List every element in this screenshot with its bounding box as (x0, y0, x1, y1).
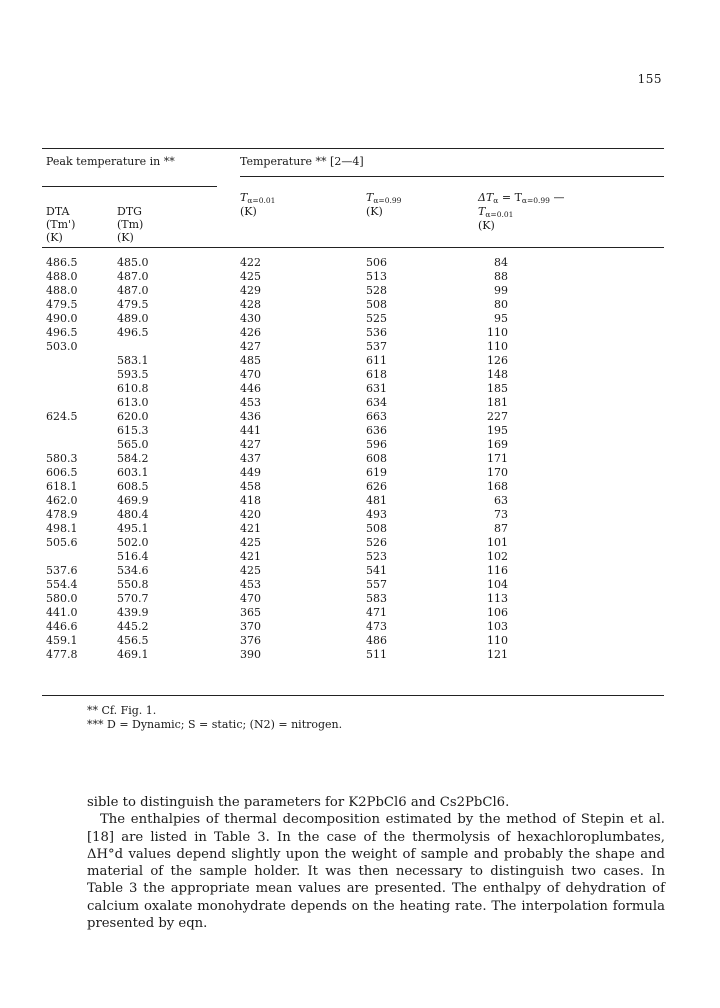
table-cell-dt: 84 (494, 256, 508, 269)
table-cell-dtg: 615.3 (117, 424, 149, 437)
table-cell-dtg: 487.0 (117, 284, 149, 297)
t001-unit: (K) (240, 205, 257, 218)
table-cell-t001: 449 (240, 466, 261, 479)
table-cell-dtg: 550.8 (117, 578, 149, 591)
table-cell-t099: 513 (366, 270, 387, 283)
table-cell-dta: 462.0 (46, 494, 78, 507)
dt-sub3: α=0.01 (485, 210, 514, 219)
dt-sub2: α=0.99 (521, 196, 550, 205)
table-cell-dt: 103 (487, 620, 508, 633)
t001-sub: α=0.01 (247, 196, 276, 205)
t001-main: T (240, 191, 248, 204)
table-cell-t001: 425 (240, 536, 261, 549)
table-cell-t001: 376 (240, 634, 261, 647)
table-cell-dta (46, 368, 78, 382)
table-footnotes (87, 704, 342, 732)
table-cell-t001: 485 (240, 354, 261, 367)
table-cell-dtg: 583.1 (117, 354, 149, 367)
table-cell-t099: 511 (366, 648, 387, 661)
dt-main: ΔT (478, 191, 494, 204)
table-bottom-rule (42, 695, 664, 696)
table-cell-t099: 583 (366, 592, 387, 605)
table-cell-dt: 168 (487, 480, 508, 493)
table-cell-dta: 624.5 (46, 410, 78, 423)
table-cell-t001: 453 (240, 578, 261, 591)
table-cell-dt: 170 (487, 466, 508, 479)
table-cell-dt: 169 (487, 438, 508, 451)
table-cell-dtg: 456.5 (117, 634, 149, 647)
table-cell-dtg: 469.9 (117, 494, 149, 507)
table-top-rule (42, 148, 664, 149)
table-cell-t001: 425 (240, 564, 261, 577)
table-cell-t099: 608 (366, 452, 387, 465)
table-cell-t001: 421 (240, 550, 261, 563)
table-cell-t099: 541 (366, 564, 387, 577)
table-cell-dt: 110 (487, 634, 508, 647)
table-cell-dt: 121 (487, 648, 508, 661)
table-cell-dta: 488.0 (46, 284, 78, 297)
table-cell-dta: 486.5 (46, 256, 78, 269)
table-cell-t099: 486 (366, 634, 387, 647)
table-cell-dt: 113 (487, 592, 508, 605)
table-cell-t001: 365 (240, 606, 261, 619)
col-header-dta (46, 205, 75, 244)
table-cell-t001: 470 (240, 368, 261, 381)
table-cell-dtg: 489.0 (117, 312, 149, 325)
table-cell-t001: 430 (240, 312, 261, 325)
table-cell-dta: 503.0 (46, 340, 78, 353)
dta-label: DTA (46, 205, 70, 218)
table-cell-dtg: 502.0 (117, 536, 149, 549)
table-cell-dtg: 495.1 (117, 522, 149, 535)
table-cell-dtg: 584.2 (117, 452, 149, 465)
table-cell-dta: 618.1 (46, 480, 78, 493)
table-cell-dta: 580.3 (46, 452, 78, 465)
dt-sub1: α (493, 196, 499, 205)
table-cell-dt: 87 (494, 522, 508, 535)
group-rule-peak (42, 186, 217, 187)
table-cell-t099: 634 (366, 396, 387, 409)
table-cell-dta: 537.6 (46, 564, 78, 577)
table-cell-dtg: 534.6 (117, 564, 149, 577)
table-cell-dta (46, 438, 78, 452)
group-rule-temperature (240, 176, 664, 177)
table-cell-dt: 88 (494, 270, 508, 283)
column-dtg (117, 256, 149, 662)
t099-unit: (K) (366, 205, 383, 218)
table-cell-t099: 508 (366, 522, 387, 535)
table-cell-t099: 596 (366, 438, 387, 451)
table-cell-dta: 496.5 (46, 326, 78, 339)
table-cell-t099: 473 (366, 620, 387, 633)
table-cell-dtg: 516.4 (117, 550, 149, 563)
table-cell-dt: 227 (487, 410, 508, 423)
paragraph-continuation: sible to distinguish the parameters for K2PbCl6 and Cs2PbCl6. (87, 795, 510, 810)
table-cell-dtg: 620.0 (117, 410, 149, 423)
table-cell-dt: 148 (487, 368, 508, 381)
table-cell-dta: 580.0 (46, 592, 78, 605)
table-cell-dta: 459.1 (46, 634, 78, 647)
table-cell-dt: 116 (487, 564, 508, 577)
table-cell-t099: 536 (366, 326, 387, 339)
table-cell-dt: 99 (494, 284, 508, 297)
table-cell-dt: 195 (487, 424, 508, 437)
table-cell-dtg: 485.0 (117, 256, 149, 269)
group-header-peak: Peak temperature in ** (46, 155, 175, 168)
table-cell-dta: 606.5 (46, 466, 78, 479)
dt-unit: (K) (478, 219, 495, 232)
table-cell-t001: 429 (240, 284, 261, 297)
table-cell-dtg: 565.0 (117, 438, 149, 451)
dtg-symbol: (Tm) (117, 218, 144, 231)
table-cell-dtg: 613.0 (117, 396, 149, 409)
table-cell-t001: 420 (240, 508, 261, 521)
table-cell-dt: 63 (494, 494, 508, 507)
table-cell-dta: 554.4 (46, 578, 78, 591)
page-number: 155 (637, 72, 662, 86)
dt-eq: = T (498, 191, 522, 204)
table-cell-dtg: 445.2 (117, 620, 149, 633)
table-cell-dtg: 610.8 (117, 382, 149, 395)
table-cell-t099: 611 (366, 354, 387, 367)
table-cell-dta (46, 550, 78, 564)
table-cell-dtg: 469.1 (117, 648, 149, 661)
dta-symbol: (Tm') (46, 218, 76, 231)
table-cell-dt: 80 (494, 298, 508, 311)
column-delta-t (484, 256, 508, 662)
table-cell-dta (46, 382, 78, 396)
table-cell-t099: 626 (366, 480, 387, 493)
t099-main: T (366, 191, 374, 204)
table-cell-dt: 110 (487, 340, 508, 353)
table-cell-t001: 441 (240, 424, 261, 437)
table-cell-dta: 488.0 (46, 270, 78, 283)
body-text (87, 794, 665, 932)
table-cell-dta: 505.6 (46, 536, 78, 549)
table-cell-dtg: 439.9 (117, 606, 149, 619)
table-cell-dtg: 603.1 (117, 466, 149, 479)
table-cell-t001: 418 (240, 494, 261, 507)
table-cell-t001: 427 (240, 438, 261, 451)
table-cell-t001: 437 (240, 452, 261, 465)
table-cell-dtg: 480.4 (117, 508, 149, 521)
table-cell-t099: 663 (366, 410, 387, 423)
col-header-delta-t (478, 191, 564, 232)
table-cell-t099: 471 (366, 606, 387, 619)
dtg-unit: (K) (117, 231, 134, 244)
table-cell-t001: 458 (240, 480, 261, 493)
table-cell-dt: 106 (487, 606, 508, 619)
table-cell-dt: 73 (494, 508, 508, 521)
table-cell-t001: 453 (240, 396, 261, 409)
table-cell-dtg: 570.7 (117, 592, 149, 605)
table-cell-t099: 525 (366, 312, 387, 325)
table-cell-t099: 506 (366, 256, 387, 269)
table-cell-dta: 479.5 (46, 298, 78, 311)
table-cell-dta: 478.9 (46, 508, 78, 521)
table-cell-t001: 470 (240, 592, 261, 605)
table-cell-dt: 126 (487, 354, 508, 367)
table-cell-dt: 185 (487, 382, 508, 395)
table-cell-t099: 537 (366, 340, 387, 353)
table-cell-dta: 441.0 (46, 606, 78, 619)
table-cell-dt: 110 (487, 326, 508, 339)
table-cell-dtg: 593.5 (117, 368, 149, 381)
group-header-temperature: Temperature ** [2—4] (240, 155, 364, 168)
table-cell-dt: 102 (487, 550, 508, 563)
table-cell-dt: 181 (487, 396, 508, 409)
col-header-t001 (240, 191, 275, 218)
table-cell-t099: 619 (366, 466, 387, 479)
table-cell-dta: 490.0 (46, 312, 78, 325)
t099-sub: α=0.99 (373, 196, 402, 205)
header-bottom-rule (42, 247, 664, 248)
table-cell-t099: 523 (366, 550, 387, 563)
table-cell-t001: 426 (240, 326, 261, 339)
table-cell-t001: 390 (240, 648, 261, 661)
table-cell-dta (46, 354, 78, 368)
table-cell-t099: 508 (366, 298, 387, 311)
table-cell-dta: 498.1 (46, 522, 78, 535)
table-cell-t001: 436 (240, 410, 261, 423)
table-cell-dt: 104 (487, 578, 508, 591)
table-cell-dtg: 479.5 (117, 298, 149, 311)
table-cell-t001: 425 (240, 270, 261, 283)
table-cell-t001: 428 (240, 298, 261, 311)
table-cell-dta (46, 424, 78, 438)
table-cell-t001: 370 (240, 620, 261, 633)
dt-line2: T (478, 205, 486, 218)
table-cell-dtg: 496.5 (117, 326, 149, 339)
paragraph-enthalpies: The enthalpies of thermal decomposition estimated by the method of Stepin et al. [18] are listed in Table 3. In the case of the thermolysis of hexachloroplumbates, ΔH°d values depend slightly upon the weight of sample and probably the shape and material of the sample holder. It was then necessary to distinguish two cases. In Table 3 the appropriate mean values are presented. The enthalpy of dehydration of calcium oxalate monohydrate depends on the heating rate. The interpolation formula presented by eqn. (87, 812, 665, 932)
table-cell-t099: 631 (366, 382, 387, 395)
footnote-2: *** D = Dynamic; S = static; (N2) = nitrogen. (87, 718, 343, 731)
table-cell-t099: 526 (366, 536, 387, 549)
table-cell-t001: 427 (240, 340, 261, 353)
table-cell-dta: 477.8 (46, 648, 78, 661)
dta-unit: (K) (46, 231, 63, 244)
table-cell-t099: 557 (366, 578, 387, 591)
col-header-dtg (117, 205, 143, 244)
column-dta (46, 256, 78, 662)
table-cell-t099: 528 (366, 284, 387, 297)
table-cell-t099: 493 (366, 508, 387, 521)
table-cell-t001: 421 (240, 522, 261, 535)
table-cell-t099: 481 (366, 494, 387, 507)
col-header-t099 (366, 191, 401, 218)
table-cell-t099: 618 (366, 368, 387, 381)
column-t001 (240, 256, 261, 662)
table-cell-t099: 636 (366, 424, 387, 437)
table-cell-dta: 446.6 (46, 620, 78, 633)
footnote-1: ** Cf. Fig. 1. (87, 704, 157, 717)
table-cell-dtg (117, 340, 149, 354)
table-cell-t001: 422 (240, 256, 261, 269)
dt-tail: — (549, 191, 565, 204)
column-t099 (366, 256, 387, 662)
table-cell-dta (46, 396, 78, 410)
table-cell-dt: 171 (487, 452, 508, 465)
table-cell-dt: 95 (494, 312, 508, 325)
table-cell-t001: 446 (240, 382, 261, 395)
table-cell-dtg: 608.5 (117, 480, 149, 493)
table-cell-dtg: 487.0 (117, 270, 149, 283)
table-cell-dt: 101 (487, 536, 508, 549)
dtg-label: DTG (117, 205, 142, 218)
